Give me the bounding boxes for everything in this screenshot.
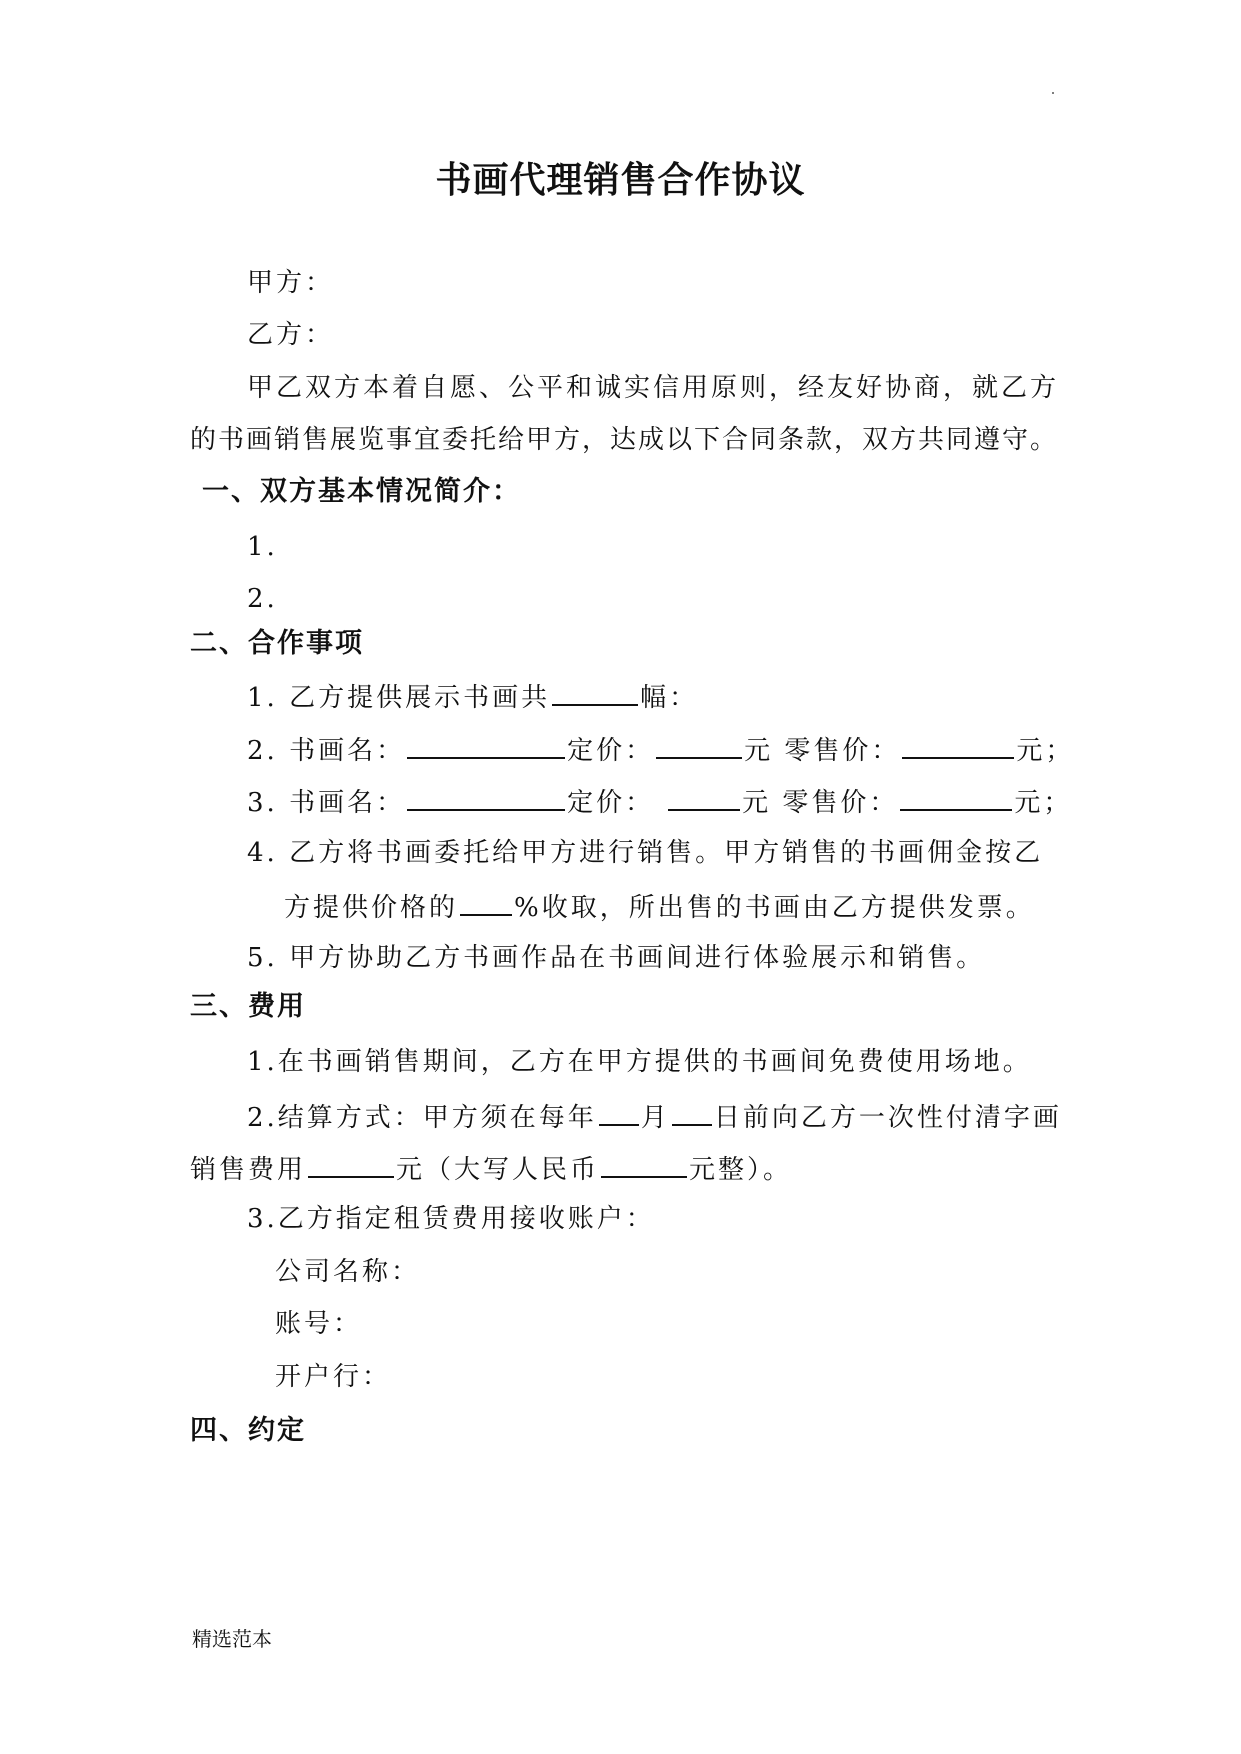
fee-end: 元整）。 bbox=[689, 1155, 793, 1185]
section-2-item-4-line-2 bbox=[284, 888, 1035, 925]
section-4-heading: 四、约定 bbox=[190, 1415, 306, 1446]
item-3-price-label: 定价： bbox=[567, 788, 655, 818]
section-2-item-5: 5. 甲方协助乙方书画作品在书画间进行体验展示和销售。 bbox=[247, 943, 986, 973]
item-1-unit: 幅： bbox=[640, 683, 699, 713]
fee-label: 销售费用 bbox=[190, 1155, 307, 1185]
item-2-name-label: 2. 书画名： bbox=[247, 736, 406, 766]
item-4-text-end: %收取，所出售的书画由乙方提供发票。 bbox=[514, 893, 1035, 923]
account-label: 账号： bbox=[275, 1309, 363, 1339]
section-1-heading: 一、双方基本情况简介： bbox=[202, 476, 521, 507]
price-blank[interactable] bbox=[668, 783, 740, 811]
intro-line-2: 的书画销售展览事宜委托给甲方，达成以下合同条款，双方共同遵守。 bbox=[190, 425, 1059, 455]
item-2-text-end: 日前向乙方一次性付清字画 bbox=[713, 1103, 1062, 1133]
day-blank[interactable] bbox=[672, 1098, 712, 1126]
section-3-heading: 三、费用 bbox=[190, 991, 306, 1022]
item-3-end: 元； bbox=[1014, 788, 1073, 818]
section-3-item-2-line-1 bbox=[247, 1098, 1062, 1135]
section-3-item-3: 3.乙方指定租赁费用接收账户： bbox=[247, 1204, 655, 1234]
item-2-retail-label: 元 零售价： bbox=[744, 736, 901, 766]
artwork-name-blank[interactable] bbox=[407, 783, 565, 811]
fee-capital-label: 元（大写人民币 bbox=[396, 1155, 600, 1185]
percent-blank[interactable] bbox=[460, 888, 512, 916]
document-title: 书画代理销售合作协议 bbox=[435, 160, 806, 201]
section-1-item-2: 2. bbox=[247, 584, 278, 614]
party-b-label: 乙方： bbox=[247, 320, 335, 350]
month-label: 月 bbox=[640, 1103, 670, 1133]
item-2-price-label: 定价： bbox=[567, 736, 655, 766]
section-3-item-2-line-2 bbox=[190, 1150, 792, 1187]
artwork-name-blank[interactable] bbox=[407, 731, 565, 759]
company-name-label: 公司名称： bbox=[275, 1257, 421, 1287]
item-3-name-label: 3. 书画名： bbox=[247, 788, 406, 818]
item-3-retail-label: 元 零售价： bbox=[742, 788, 899, 818]
price-blank[interactable] bbox=[656, 731, 742, 759]
month-blank[interactable] bbox=[599, 1098, 639, 1126]
section-2-item-4-line-1: 4. 乙方将书画委托给甲方进行销售。甲方销售的书画佣金按乙 bbox=[247, 838, 1044, 868]
section-2-item-2 bbox=[247, 731, 1074, 768]
count-blank[interactable] bbox=[552, 678, 638, 706]
fee-amount-blank[interactable] bbox=[308, 1150, 394, 1178]
intro-line-1: 甲乙双方本着自愿、公平和诚实信用原则，经友好协商，就乙方 bbox=[247, 373, 1060, 403]
section-1-item-1: 1. bbox=[247, 532, 278, 562]
item-2-end: 元； bbox=[1016, 736, 1075, 766]
footer-text: 精选范本 bbox=[192, 1627, 272, 1651]
retail-price-blank[interactable] bbox=[900, 783, 1012, 811]
section-2-item-1 bbox=[247, 678, 698, 715]
retail-price-blank[interactable] bbox=[902, 731, 1014, 759]
item-2-text: 2.结算方式：甲方须在每年 bbox=[247, 1103, 597, 1133]
section-3-item-1: 1.在书画销售期间，乙方在甲方提供的书画间免费使用场地。 bbox=[247, 1047, 1032, 1077]
item-1-text: 1. 乙方提供展示书画共 bbox=[247, 683, 551, 713]
bank-label: 开户行： bbox=[275, 1362, 392, 1392]
corner-dot bbox=[1052, 92, 1054, 94]
fee-capital-blank[interactable] bbox=[601, 1150, 687, 1178]
section-2-heading: 二、合作事项 bbox=[190, 628, 364, 659]
item-4-text: 方提供价格的 bbox=[284, 893, 459, 923]
party-a-label: 甲方： bbox=[247, 268, 335, 298]
section-2-item-3 bbox=[247, 783, 1072, 820]
